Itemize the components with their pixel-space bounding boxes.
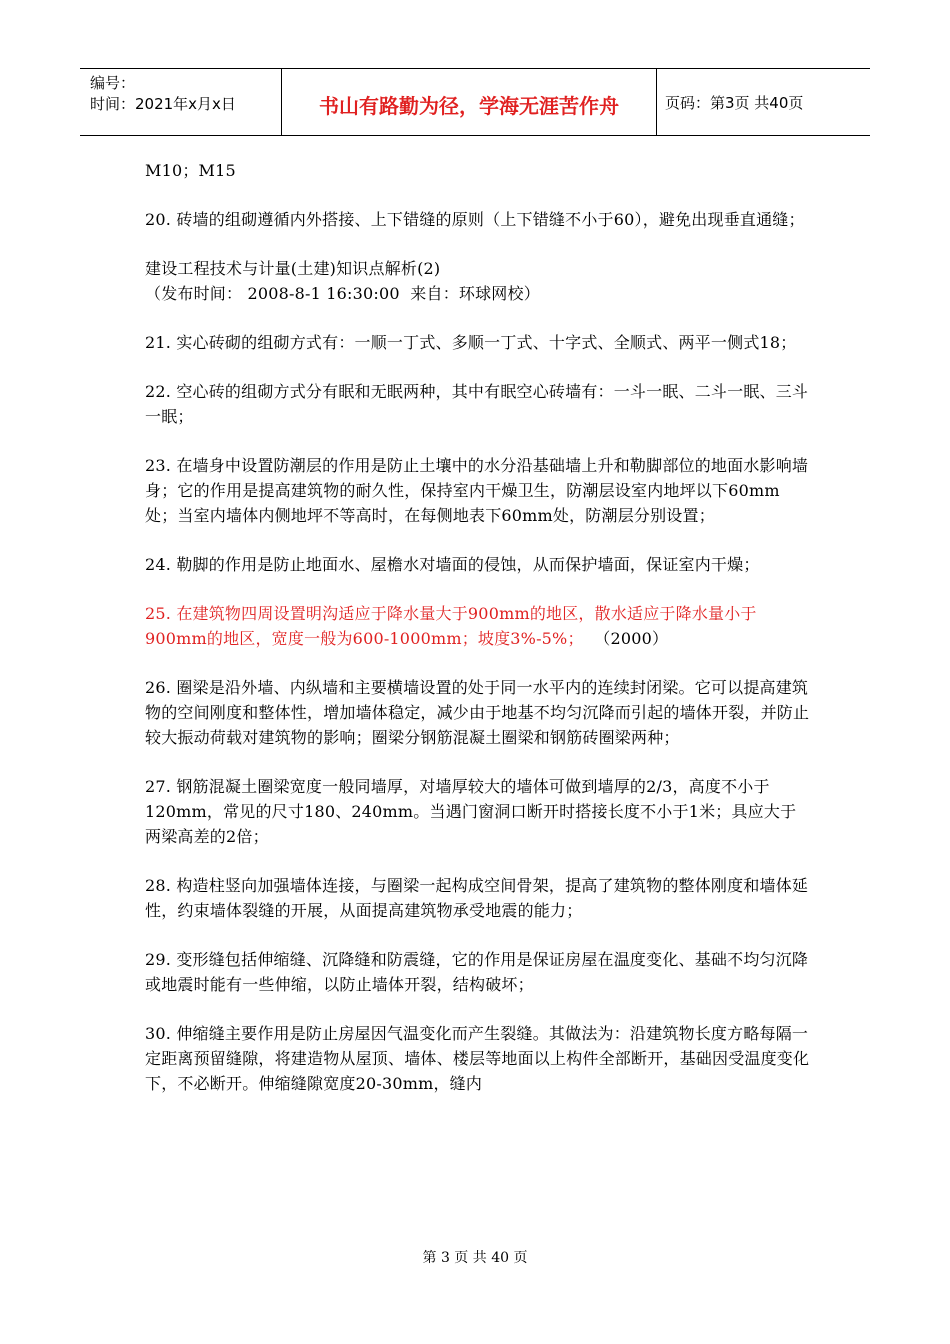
paragraph-25-main: 25. 在建筑物四周设置明沟适应于降水量大于900mm的地区，散水适应于降水量小于900mm的地区，宽度一般为600-1000mm；坡度3%-5%； [145, 604, 757, 648]
paragraph-28: 28. 构造柱竖向加强墙体连接，与圈梁一起构成空间骨架，提高了建筑物的整体刚度和墙体延性，约束墙体裂缝的开展，从面提高建筑物承受地震的能力； [145, 876, 809, 920]
date-line: 时间：2021年x月x日 [90, 95, 236, 113]
section-meta: （发布时间： 2008-8-1 16:30:00 来自：环球网校） [145, 284, 540, 303]
header-meta [80, 69, 282, 135]
line-m10: M10；M15 [145, 161, 236, 180]
paragraph-21: 21. 实心砖砌的组砌方式有：一顺一丁式、多顺一丁式、十字式、全顺式、两平一侧式18； [145, 333, 797, 352]
paragraph-26: 26. 圈梁是沿外墙、内纵墙和主要横墙设置的处于同一水平内的连续封闭梁。它可以提高建筑物的空间刚度和整体性，增加墙体稳定，减少由于地基不均匀沉降而引起的墙体开裂，并防止较大振动荷载对建筑物的影响；圈梁分钢筋混凝土圈梁和钢筋砖圈梁两种； [145, 678, 810, 747]
paragraph-24: 24. 勒脚的作用是防止地面水、屋檐水对墙面的侵蚀，从而保护墙面，保证室内干燥； [145, 555, 760, 574]
paragraph-29: 29. 变形缝包括伸缩缝、沉降缝和防震缝，它的作用是保证房屋在温度变化、基础不均匀沉降或地震时能有一些伸缩，以防止墙体开裂，结构破坏； [145, 950, 809, 994]
paragraph-23: 23. 在墙身中设置防潮层的作用是防止土壤中的水分沿基础墙上升和勒脚部位的地面水影响墙身；它的作用是提高建筑物的耐久性，保持室内干燥卫生，防潮层设室内地坪以下60mm处；当室内墙体内侧地坪不等高时，在每侧地表下60mm处，防潮层分别设置； [145, 456, 809, 525]
header-page-info: 页码：第3页 共40页 [665, 93, 804, 112]
code-label: 编号： [90, 74, 136, 92]
paragraph-22: 22. 空心砖的组砌方式分有眠和无眠两种，其中有眠空心砖墙有：一斗一眠、二斗一眠、三斗一眠； [145, 382, 809, 426]
document-body [145, 158, 810, 1120]
page-header [80, 68, 870, 136]
paragraph-25-year: （2000） [583, 629, 669, 648]
paragraph-27: 27. 钢筋混凝土圈梁宽度一般同墙厚，对墙厚较大的墙体可做到墙厚的2/3，高度不小于120mm，常见的尺寸180、240mm。当遇门窗洞口断开时搭接长度不小于1米；具应大于两梁高差的2倍； [145, 777, 797, 846]
section-title: 建设工程技术与计量(土建)知识点解析(2) [145, 259, 441, 278]
paragraph-20: 20. 砖墙的组砌遵循内外搭接、上下错缝的原则（上下错缝不小于60），避免出现垂直通缝； [145, 210, 805, 229]
header-motto: 书山有路勤为径，学海无涯苦作舟 [282, 69, 657, 135]
page-footer: 第 3 页 共 40 页 [422, 1250, 528, 1266]
paragraph-25 [145, 601, 810, 651]
paragraph-30: 30. 伸缩缝主要作用是防止房屋因气温变化而产生裂缝。其做法为：沿建筑物长度方略每隔一定距离预留缝隙，将建造物从屋顶、墙体、楼层等地面以上构件全部断开，基础因受温度变化下，不必断开。伸缩缝隙宽度20-30mm，缝内 [145, 1024, 810, 1093]
